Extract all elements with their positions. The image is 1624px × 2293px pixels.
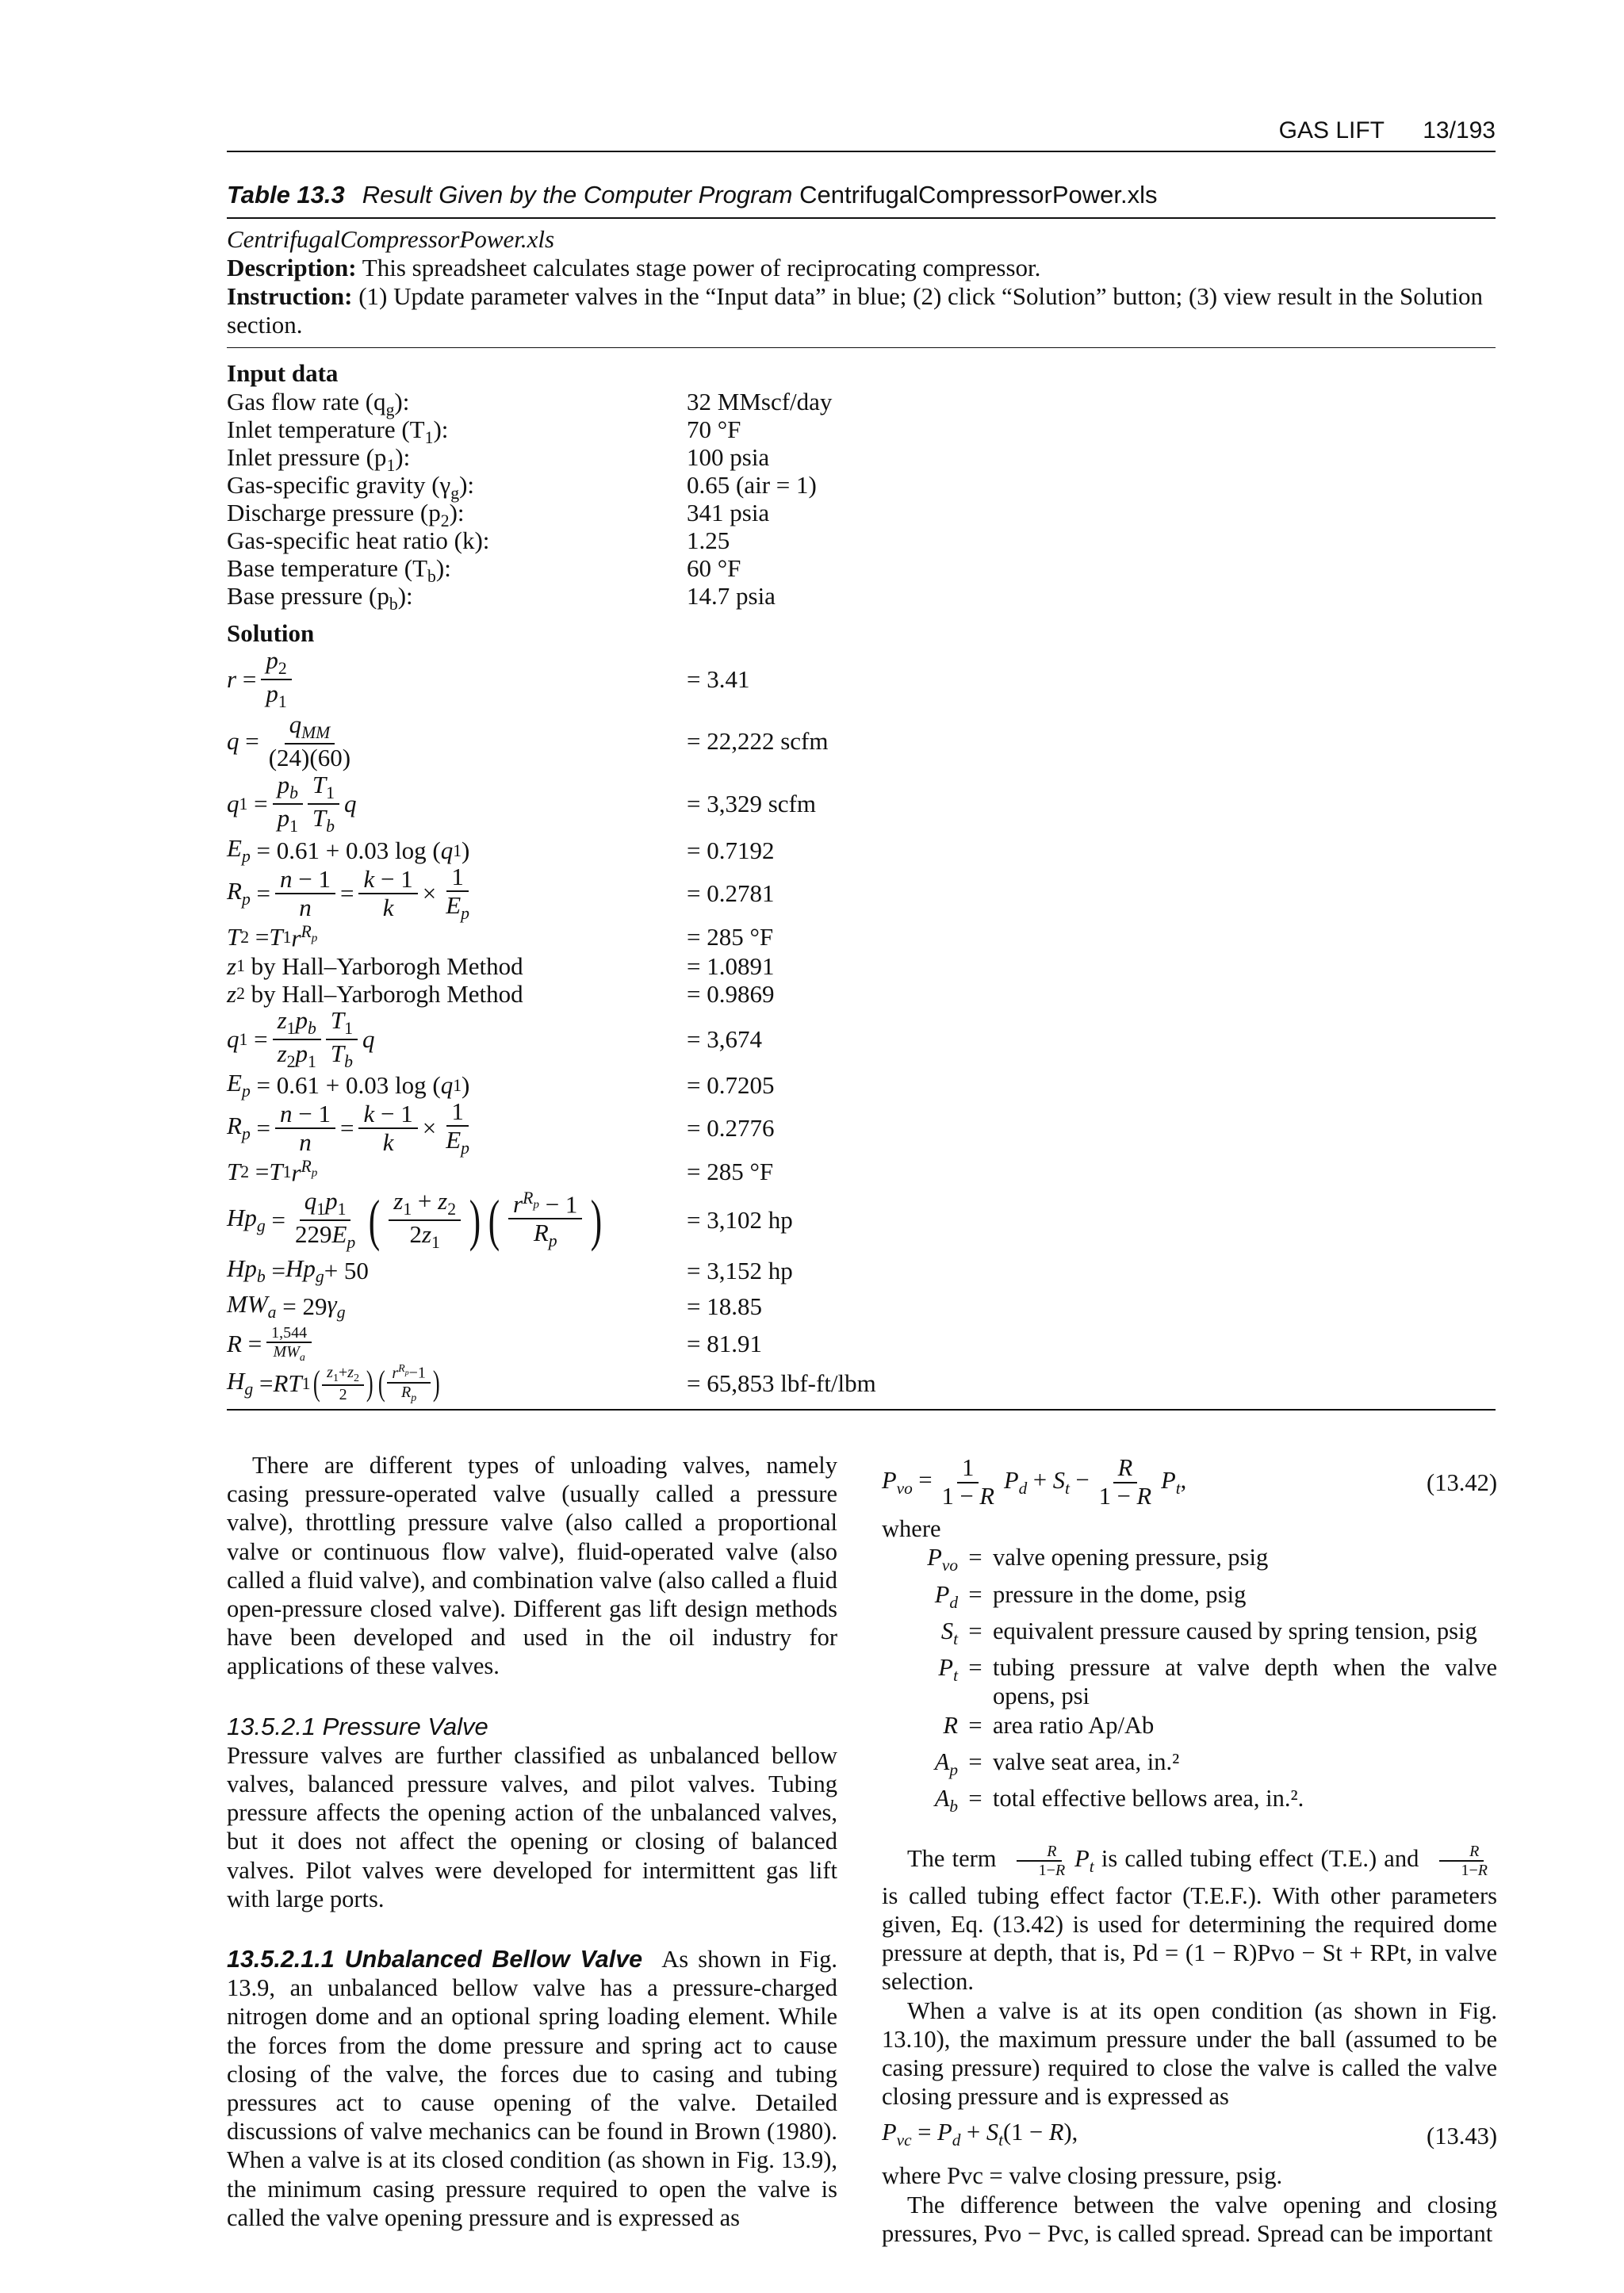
description-text: This spreadsheet calculates stage power of reciprocating compressor. xyxy=(362,254,1041,281)
solution-row xyxy=(227,952,1496,980)
result-value: = 3,152 hp xyxy=(687,1257,793,1284)
definition-row: $P_d$ = pressure in the dome, psig xyxy=(934,1580,1247,1612)
result-value: = 3,674 xyxy=(687,1025,762,1053)
input-value: 14.7 psia xyxy=(687,582,776,610)
result-value: = 0.9869 xyxy=(687,979,775,1008)
input-value: 0.65 (air = 1) xyxy=(687,471,817,499)
equation: q 1 = $\frac{p_b}{p_1}$ $\frac{T_1}{T_b}$ q xyxy=(227,770,357,836)
result-value: = 65,853 lbf-ft/lbm xyxy=(687,1369,876,1397)
definition-row: $P_{vo}$ = valve opening pressure, psig xyxy=(927,1544,1269,1575)
table-title: Result Given by the Computer Program xyxy=(362,181,793,209)
left-column xyxy=(227,1451,837,2232)
input-value: 341 psia xyxy=(687,499,770,526)
equation-13-42: $P_{vo}$ = $\frac{1}{1 - R}$ $P_d + S_t$ − $\frac{R}{1 - R}$ $P_t$, (13.42) xyxy=(882,1454,1497,1510)
section-heading-pressure-valve: 13.5.2.1 Pressure Valve xyxy=(227,1712,488,1740)
where-label: where xyxy=(882,1515,941,1542)
definition-row: $P_t$ = tubing pressure at valve depth when the valve opens, psi xyxy=(938,1654,1497,1710)
result-value: = 0.2776 xyxy=(687,1114,775,1142)
input-row: Base pressure $(p_b)$: 14.7 psia xyxy=(227,582,776,614)
meta-rule xyxy=(227,347,1496,348)
definition-row: $A_p$ = valve seat area, in.² xyxy=(934,1748,1180,1779)
input-value: 32 MMscf/day xyxy=(687,388,833,415)
equation: $E_p$ = 0.61 + 0.03 log ( q 1 ) xyxy=(227,834,470,867)
section-heading-unbalanced-bellow: 13.5.2.1.1 Unbalanced Bellow Valve xyxy=(227,1946,643,1973)
input-value: 60 °F xyxy=(687,554,741,582)
solution-row xyxy=(227,1187,1496,1254)
paragraph-spread: The difference between the valve opening and closing pressures, Pvo − Pvc, is called spread. Spread can be important xyxy=(882,2191,1497,2247)
solution-row xyxy=(227,862,1496,924)
solution-row xyxy=(227,1071,1496,1100)
input-value: 1.25 xyxy=(687,526,730,554)
result-value: = 3,329 scfm xyxy=(687,790,816,817)
paragraph-tubing-effect: The term $\frac{R}{1-R}$ $P_t$ is called tubing effect (T.E.) and $\frac{R}{1-R}$ is called tubing effect factor (T.E.F.). With other parameters given, Eq. (13.42) is used for determining the required dome pressure at depth, that is, Pd = (1 − R)Pvo − St + RPt, in valve selection. xyxy=(882,1843,1497,1996)
result-value: = 22,222 scfm xyxy=(687,727,829,755)
file-name: CentrifugalCompressorPower.xls xyxy=(227,225,555,253)
equation: r = $\frac{p_2}{p_1}$ xyxy=(227,648,297,711)
input-value: 70 °F xyxy=(687,415,741,443)
equation: $R_p$ = $\frac{n - 1}{n}$ = $\frac{k - 1}{k}$ × $\frac{1}{E_p}$ xyxy=(227,862,469,924)
solution-row xyxy=(227,1097,1496,1158)
input-row: Inlet pressure $(p_1)$: 100 psia xyxy=(227,443,770,476)
equation-number: (13.42) xyxy=(1427,1468,1497,1496)
header-page-number: 13/193 xyxy=(1423,117,1496,144)
right-column xyxy=(882,1451,1497,2248)
solution-row xyxy=(227,922,1496,952)
definition-row: $A_b$ = total effective bellows area, in.². xyxy=(934,1785,1304,1816)
solution-row xyxy=(227,1005,1496,1072)
result-value: = 3.41 xyxy=(687,665,750,693)
equation: R = $\frac{1,544}{MW_a}$ xyxy=(227,1325,316,1363)
result-value: = 18.85 xyxy=(687,1292,762,1320)
description-label: Description: xyxy=(227,254,357,281)
input-row: Gas-specific heat ratio (k): 1.25 xyxy=(227,526,730,554)
input-row: Base temperature $(T_b)$: 60 °F xyxy=(227,554,741,587)
solution-row xyxy=(227,1363,1496,1404)
result-value: = 0.2781 xyxy=(687,879,775,907)
equation: T 2 = T 1 $r^{R_p}$ xyxy=(227,1156,318,1187)
input-row: Gas flow rate $(q_g)$: 32 MMscf/day xyxy=(227,388,833,420)
equation: $H_g$ = RT 1 ( $\frac{z_1+z_2}{2}$ ) ( $\frac{r^{R_p}-1}{R_p}$ ) xyxy=(227,1362,440,1404)
definition-row: $S_t$ = equivalent pressure caused by spring tension, psig xyxy=(940,1617,1477,1648)
equation: $MW_a$ = 29 $\gamma_g$ xyxy=(227,1290,346,1323)
equation: z 2 by Hall–Yarborogh Method xyxy=(227,979,523,1008)
header-section: GAS LIFT xyxy=(1278,117,1385,144)
input-row: Gas-specific gravity $(\gamma_g)$: 0.65 (air = 1) xyxy=(227,471,817,503)
result-value: = 0.7192 xyxy=(687,836,775,864)
definition-list xyxy=(882,1543,1497,1820)
equation: z 1 by Hall–Yarborogh Method xyxy=(227,951,523,980)
equation: T 2 = T 1 $r^{R_p}$ xyxy=(227,921,318,952)
input-heading: Input data xyxy=(227,359,339,387)
equation: $R_p$ = $\frac{n - 1}{n}$ = $\frac{k - 1}{k}$ × $\frac{1}{E_p}$ xyxy=(227,1097,469,1158)
table-program: CentrifugalCompressorPower.xls xyxy=(799,181,1158,209)
paragraph-closing-pressure: When a valve is at its open condition (as shown in Fig. 13.10), the maximum pressure under the ball (assumed to be casing pressure) required to close the valve is called the valve closing pressure and is expressed as xyxy=(882,1996,1497,2111)
instruction-text: (1) Update parameter valves in the “Input data” in blue; (2) click “Solution” button; (3) view result in the Solution section. xyxy=(227,282,1484,339)
solution-heading: Solution xyxy=(227,619,315,647)
result-value: = 1.0891 xyxy=(687,951,775,980)
solution-row xyxy=(227,1157,1496,1187)
equation-number: (13.43) xyxy=(1427,2123,1497,2150)
equation: $Hp_g$ = $\frac{q_1p_1}{229E_p}$ ( $\frac{z_1 + z_2}{2z_1}$ ) ( $\frac{r^{R_p} - 1}{R_p}$ ) xyxy=(227,1186,603,1253)
equation: $E_p$ = 0.61 + 0.03 log ( q 1 ) xyxy=(227,1069,470,1101)
solution-row xyxy=(227,771,1496,836)
table-caption xyxy=(227,181,1496,209)
result-value: = 285 °F xyxy=(687,923,774,951)
equation: $Hp_b$ = $Hp_g$ + 50 xyxy=(227,1254,369,1287)
result-value: = 0.7205 xyxy=(687,1071,775,1099)
result-value: = 285 °F xyxy=(687,1158,774,1185)
equation: q = $\frac{q_{MM}}{(24)(60)}$ xyxy=(227,710,351,771)
table-number: Table 13.3 xyxy=(227,181,345,209)
table-meta xyxy=(227,219,1496,347)
table-13-3 xyxy=(227,181,1496,1411)
paragraph-pvc-definition: where Pvc = valve closing pressure, psig. xyxy=(882,2162,1283,2190)
paragraph-pressure-valve: Pressure valves are further classified as unbalanced bellow valves, balanced pressure valves, and pilot valves. Tubing pressure affects the opening action of the unbalanced valves, but it does not affect the opening or closing of balanced valves. Pilot valves were developed for intermittent gas lift with large ports. xyxy=(227,1741,837,1912)
solution-row xyxy=(227,980,1496,1008)
equation: q 1 = $\frac{z_1p_b}{z_2p_1}$ $\frac{T_1}{T_b}$ q xyxy=(227,1005,375,1072)
paragraph-unbalanced-bellow: 13.5.2.1.1 Unbalanced Bellow Valve As shown in Fig. 13.9, an unbalanced bellow valve has a pressure-charged nitrogen dome and an optional spring loading element. While the forces from the dome pressure and spring act to cause closing of the valve, the forces due to casing and tubing pressures act to cause opening of the valve. Detailed discussions of valve mechanics can be found in Brown (1980). When a valve is at its closed condition (as shown in Fig. 13.9), the minimum casing pressure required to open the valve is called the valve opening pressure and is expressed as xyxy=(227,1946,838,2231)
input-row: Discharge pressure $(p_2)$: 341 psia xyxy=(227,499,770,531)
definition-row: R = area ratio Ap/Ab xyxy=(943,1711,1155,1739)
solution-row xyxy=(227,645,1496,712)
input-list xyxy=(227,388,1496,614)
paragraph-valve-types: There are different types of unloading valves, namely casing pressure-operated valve (usually called a pressure valve), throttling pressure valve (also called a proportional valve or continuous flow valve), fluid-operated valve (also called a fluid valve), and combination valve (also called a fluid open-pressure closed valve). Different gas lift design methods have been developed and used in the oil industry for applications of these valves. xyxy=(227,1452,837,1680)
equation-13-43: $P_{vc} = P_d + S_t(1 - R)$, (13.43) xyxy=(882,2119,1497,2150)
solution-row xyxy=(227,711,1496,771)
instruction-label: Instruction: xyxy=(227,282,353,310)
solution-row xyxy=(227,1254,1496,1288)
input-row: Inlet temperature $(T_1)$: 70 °F xyxy=(227,415,741,448)
solution-row xyxy=(227,1325,1496,1363)
running-header xyxy=(227,113,1496,152)
solution-row xyxy=(227,836,1496,865)
result-value: = 81.91 xyxy=(687,1330,762,1357)
solution-row xyxy=(227,1288,1496,1325)
input-value: 100 psia xyxy=(687,443,770,471)
table-bottom-rule xyxy=(227,1409,1496,1411)
result-value: = 3,102 hp xyxy=(687,1206,793,1234)
solution-list xyxy=(227,645,1496,1404)
